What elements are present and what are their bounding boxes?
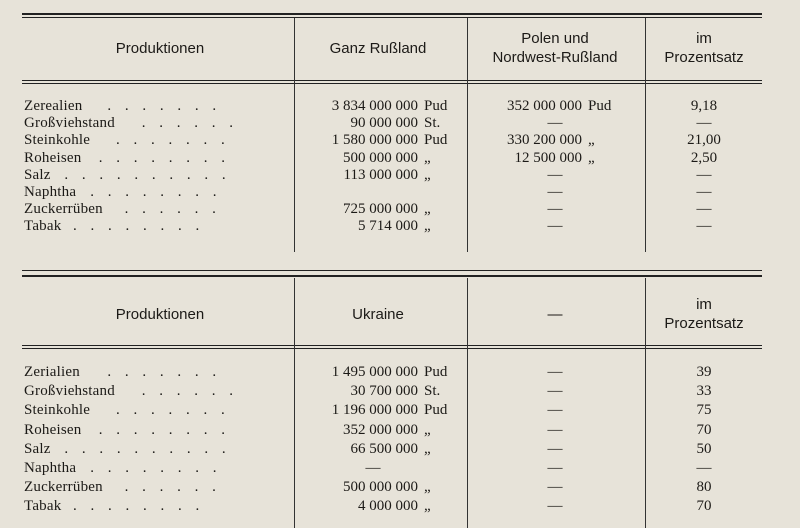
row-amount-polen: 12 500 000 [514,150,582,166]
row-unit-russland: „ [424,150,431,166]
row-label: Salz [24,167,51,183]
row-percent: — [696,201,712,217]
row-unit-ukraine: St. [424,383,441,399]
row-amount-ukraine: 30 700 000 [350,383,418,399]
row-percent: — [696,460,712,476]
table1-header-produktionen: Produktionen [115,40,205,57]
row-amount-ukraine: 1 196 000 000 [331,402,418,418]
row-leader-dots: . . . . . . . . [73,498,205,514]
row-leader-dots: . . . . . . [141,383,239,399]
row-amount-ukraine: 4 000 000 [358,498,418,514]
row-label: Roheisen [24,422,82,438]
row-mid-dash: — [547,479,563,495]
row-amount-ukraine: 66 500 000 [350,441,418,457]
row-unit-russland: Pud [424,132,448,148]
row-label: Großviehstand [24,383,115,399]
row-amount-russland: 3 834 000 000 [331,98,418,114]
row-leader-dots: . . . . . . [124,479,221,495]
row-amount-ukraine: — [365,460,381,476]
table2-header-prozent-line2: Prozentsatz [664,315,744,332]
row-percent: 2,50 [690,150,718,166]
row-amount-polen: — [547,167,563,183]
row-unit-ukraine: „ [424,422,431,438]
row-leader-dots: . . . . . . . [116,132,230,148]
table1-header-prozent-line2: Prozentsatz [664,49,744,66]
table2-vline-1 [294,278,295,528]
row-unit-russland: Pud [424,98,448,114]
row-leader-dots: . . . . . . . . [90,460,222,476]
row-label: Naphtha [24,460,77,476]
row-amount-polen: — [547,218,563,234]
row-unit-polen: „ [588,150,595,166]
row-unit-polen: „ [588,132,595,148]
table1-top-rule-thin [22,17,762,18]
row-percent: 75 [696,402,712,418]
row-percent: 50 [696,441,712,457]
table2-header-dash: — [547,306,563,323]
table1-bottom-rule [22,270,762,271]
row-leader-dots: . . . . . . . [107,98,222,114]
row-amount-russland: 725 000 000 [343,201,418,217]
row-unit-russland: St. [424,115,441,131]
row-label: Salz [24,441,51,457]
row-percent: 80 [696,479,712,495]
row-amount-ukraine: 1 495 000 000 [331,364,418,380]
row-unit-ukraine: „ [424,498,431,514]
row-amount-ukraine: 500 000 000 [343,479,418,495]
row-unit-ukraine: Pud [424,364,448,380]
row-label: Steinkohle [24,132,91,148]
row-amount-russland: 5 714 000 [358,218,418,234]
table1-bottom-rule-2 [22,275,762,277]
row-unit-polen: Pud [588,98,612,114]
row-leader-dots: . . . . . . . . [90,184,222,200]
table1-vline-2 [467,18,468,252]
table1-vline-1 [294,18,295,252]
table1-header-polen-line1: Polen und [521,30,589,47]
row-label: Tabak [24,498,62,514]
row-percent: 70 [696,498,712,514]
row-mid-dash: — [547,422,563,438]
row-unit-ukraine: „ [424,441,431,457]
table1-top-rule [22,13,762,15]
row-leader-dots: . . . . . . . . . . [64,167,231,183]
row-mid-dash: — [547,402,563,418]
row-leader-dots: . . . . . . [124,201,221,217]
row-amount-polen: — [547,184,563,200]
table1-header-ganz-russland: Ganz Rußland [329,40,427,57]
table2-header-rule-2 [22,348,762,349]
row-amount-polen: 352 000 000 [507,98,582,114]
row-leader-dots: . . . . . . [141,115,239,131]
row-mid-dash: — [547,383,563,399]
row-unit-russland: „ [424,167,431,183]
table1-header-rule [22,80,762,81]
row-amount-russland: 90 000 000 [350,115,418,131]
row-unit-ukraine: „ [424,479,431,495]
row-leader-dots: . . . . . . . . [98,422,231,438]
table1-vline-3 [645,18,646,252]
row-label: Zuckerrüben [24,201,103,217]
row-amount-ukraine: 352 000 000 [343,422,418,438]
table2-header-rule [22,345,762,346]
row-mid-dash: — [547,441,563,457]
row-unit-russland: „ [424,201,431,217]
row-mid-dash: — [547,364,563,380]
row-label: Zuckerrüben [24,479,103,495]
row-leader-dots: . . . . . . . [107,364,222,380]
row-amount-russland: 500 000 000 [343,150,418,166]
row-amount-polen: 330 200 000 [507,132,582,148]
row-percent: — [696,115,712,131]
row-label: Zerealien [24,98,83,114]
row-percent: 21,00 [687,132,721,148]
row-unit-ukraine: Pud [424,402,448,418]
row-mid-dash: — [547,498,563,514]
row-amount-russland: 113 000 000 [343,167,418,183]
row-leader-dots: . . . . . . . [116,402,230,418]
row-percent: — [696,218,712,234]
row-mid-dash: — [547,460,563,476]
row-label: Zerialien [24,364,80,380]
table2-header-produktionen: Produktionen [115,306,205,323]
row-amount-polen: — [547,201,563,217]
row-amount-polen: — [547,115,563,131]
table2-header-ukraine: Ukraine [352,306,404,323]
table1-header-rule-2 [22,83,762,84]
row-label: Tabak [24,218,62,234]
row-amount-russland: 1 580 000 000 [331,132,418,148]
row-leader-dots: . . . . . . . . [73,218,205,234]
row-unit-russland: „ [424,218,431,234]
row-percent: — [696,167,712,183]
table2-vline-2 [467,278,468,528]
row-percent: 33 [696,383,712,399]
row-percent: 39 [696,364,712,380]
table2-header-prozent-line1: im [696,296,712,313]
row-percent: — [696,184,712,200]
table1-header-polen-line2: Nordwest-Rußland [492,49,618,66]
row-label: Großviehstand [24,115,115,131]
table2-vline-3 [645,278,646,528]
row-percent: 70 [696,422,712,438]
table1-header-prozent-line1: im [696,30,712,47]
row-leader-dots: . . . . . . . . . . [64,441,231,457]
row-percent: 9,18 [690,98,718,114]
row-label: Steinkohle [24,402,91,418]
row-leader-dots: . . . . . . . . [98,150,231,166]
row-label: Roheisen [24,150,82,166]
row-label: Naphtha [24,184,77,200]
